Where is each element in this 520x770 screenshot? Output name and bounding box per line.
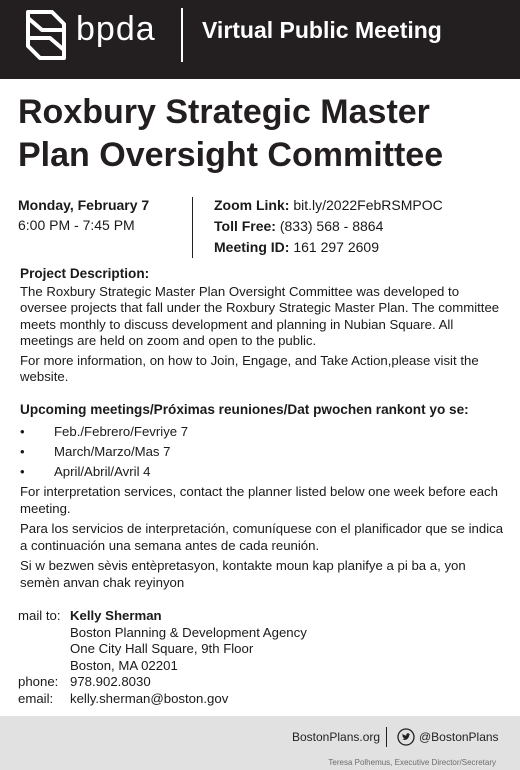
bpda-logo-icon [22,8,70,62]
meeting-id-row [214,237,443,258]
brand-wordmark: bpda [76,10,156,48]
more-info-text: For more information, on how to Join, Engage, and Take Action,please visit the website. [20,352,479,384]
meeting-id-label: Meeting ID: [214,239,290,255]
phone-label: phone: [18,674,59,689]
contact-spacer [18,641,70,658]
project-description-section [20,266,504,386]
contact-phone-row [18,674,307,691]
zoom-link-row [214,195,443,216]
contact-org: Boston Planning & Development Agency [70,624,307,640]
contact-address-line-1: One City Hall Square, 9th Floor [70,641,254,656]
bullet-icon: • [20,423,25,439]
interpretation-english: For interpretation services, contact the planner listed below one week before each meeting. [20,484,498,516]
contact-address-line-2: Boston, MA 02201 [70,657,178,673]
upcoming-meetings-heading: Upcoming meetings/Próximas reuniones/Dat pwochen rankont yo se: [20,402,469,417]
meeting-date: Monday, February 7 [18,197,150,213]
list-item [20,422,504,442]
contact-spacer [18,625,70,642]
zoom-link[interactable]: bit.ly/2022FebRSMPOC [293,197,443,213]
interpretation-haitian: Si w bezwen sèvis entèpretasyon, kontakte moun kap planifye a pi ba a, yon semèn anvan chak reyinyon [20,558,466,590]
bullet-icon: • [20,443,25,459]
toll-free-label: Toll Free: [214,218,276,234]
meeting-datetime [18,195,149,235]
contact-mail-row [18,608,307,625]
contact-email[interactable]: kelly.sherman@boston.gov [70,690,229,706]
footer-divider [386,727,387,747]
meeting-time: 6:00 PM - 7:45 PM [18,217,135,233]
page-title-line-1: Roxbury Strategic Master [18,93,430,131]
contact-address2-row [18,658,307,675]
toll-free-row [214,216,443,237]
zoom-link-label: Zoom Link: [214,197,290,213]
header-banner [0,0,520,79]
interpretation-spanish: Para los servicios de interpretación, comuníquese con el planificador que se indica a continuación una semana antes de cada reunión. [20,521,504,553]
meeting-date-item: March/Marzo/Mas 7 [54,443,171,459]
page-title-line-2: Plan Oversight Committee [18,136,444,174]
upcoming-meetings-list [20,422,504,482]
project-description-heading: Project Description: [20,266,150,281]
contact-spacer [18,658,70,675]
footer-credit: Teresa Polhemus, Executive Director/Secretary [328,758,496,767]
info-divider [192,197,193,258]
bullet-icon: • [20,463,25,479]
meeting-date-item: Feb./Febrero/Fevriye 7 [54,423,189,439]
email-label: email: [18,690,54,706]
contact-email-row [18,691,307,708]
list-item [20,442,504,462]
header-divider [181,8,183,62]
meeting-id: 161 297 2609 [293,239,379,255]
twitter-bird-icon [397,728,415,746]
contact-phone[interactable]: 978.902.8030 [70,674,151,689]
upcoming-meetings-section [20,402,504,482]
meeting-access-info [214,195,443,258]
footer-twitter-link[interactable]: @BostonPlans [419,730,499,744]
contact-org-row [18,625,307,642]
contact-name: Kelly Sherman [70,608,162,623]
project-description-text: The Roxbury Strategic Master Plan Oversight Committee was developed to oversee projects that fall under the Roxbury Strategic Master Plan. The committee meets monthly to discuss development and planning in Nubian Square. All meetings are held on zoom and open to the public. [20,283,500,348]
toll-free-number: (833) 568 - 8864 [279,218,384,234]
mail-label: mail to: [18,608,61,623]
contact-block [18,608,307,707]
list-item [20,462,504,482]
footer-website-link[interactable]: BostonPlans.org [292,730,381,744]
header-title: Virtual Public Meeting [202,17,442,43]
interpretation-section [20,484,504,595]
footer [0,716,520,770]
page-title [18,91,508,177]
contact-address1-row [18,641,307,658]
meeting-date-item: April/Abril/Avril 4 [54,463,151,479]
